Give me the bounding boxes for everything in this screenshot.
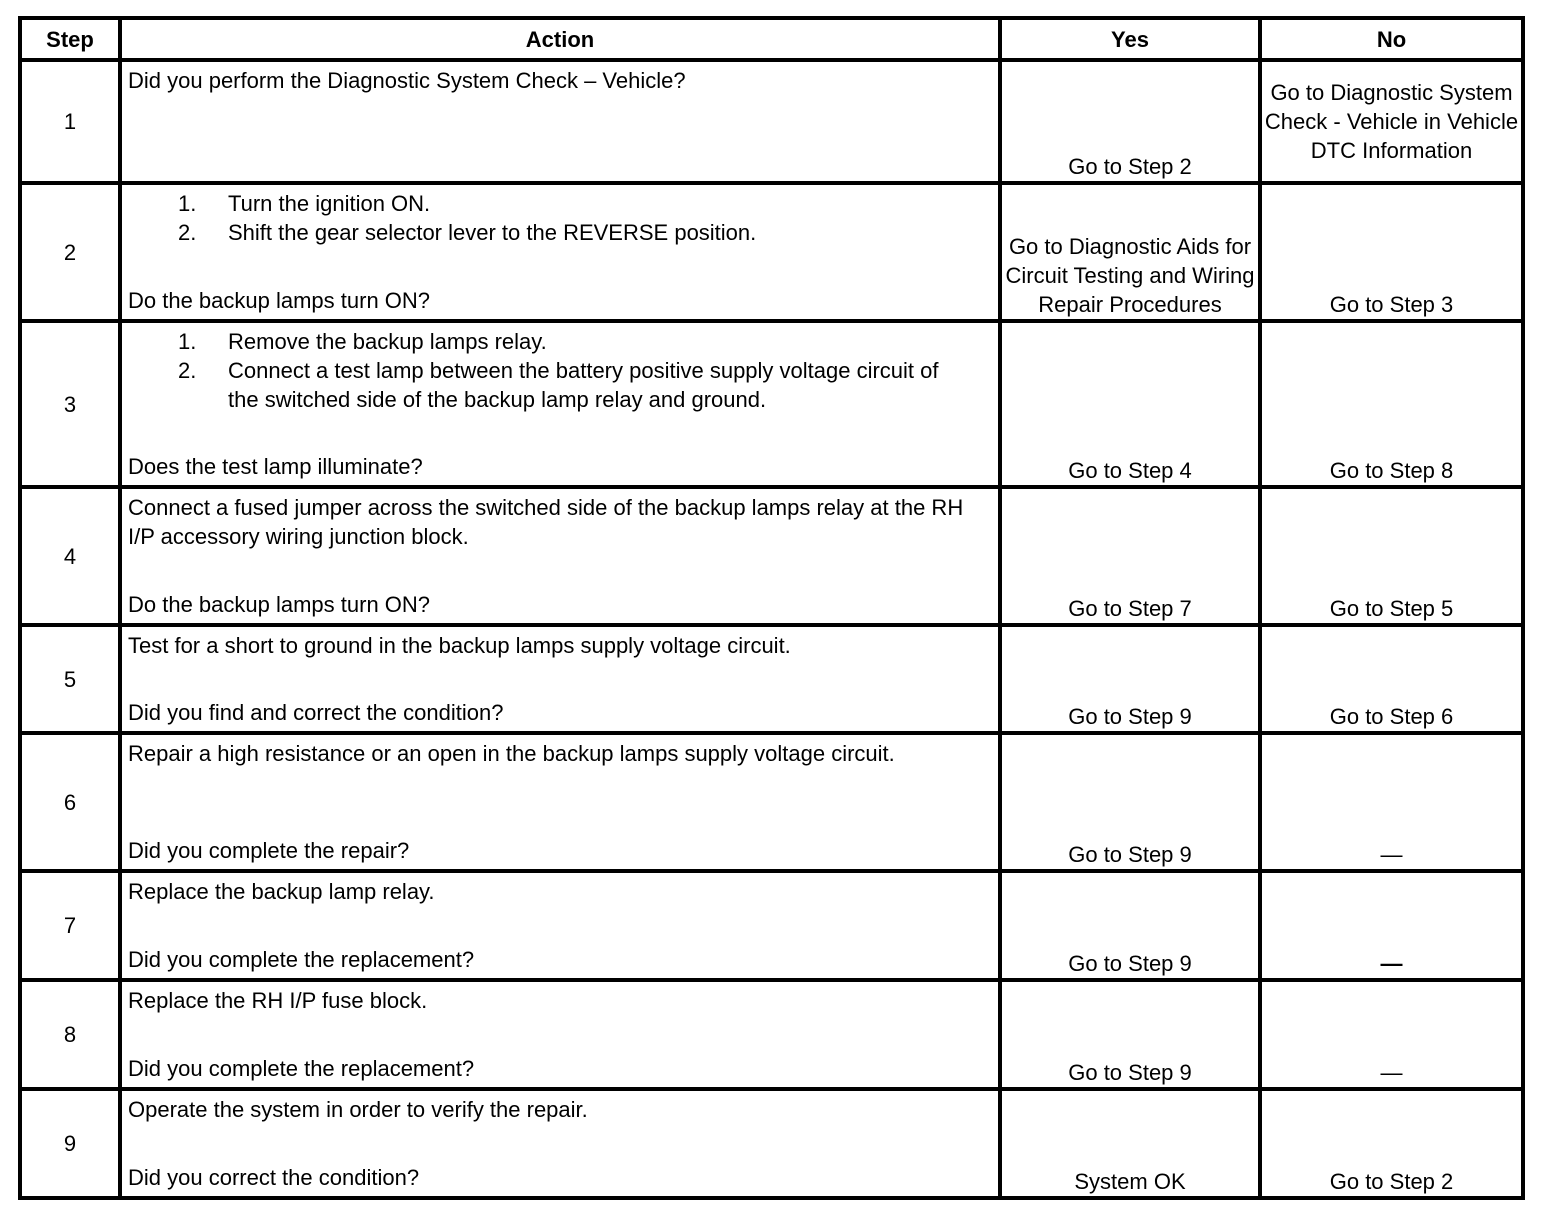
action-question: Did you correct the condition? <box>128 1165 420 1190</box>
substep-item <box>178 327 992 356</box>
table-row <box>20 487 1523 625</box>
table-row <box>20 980 1523 1089</box>
no-cell: — <box>1260 980 1523 1089</box>
yes-cell: Go to Step 9 <box>1000 625 1260 733</box>
no-cell: Go to Step 3 <box>1260 183 1523 321</box>
yes-cell: Go to Step 9 <box>1000 733 1260 871</box>
substep-text: Remove the backup lamps relay. <box>228 329 547 354</box>
step-number: 6 <box>20 733 120 871</box>
table-row <box>20 60 1523 183</box>
yes-cell: Go to Step 7 <box>1000 487 1260 625</box>
no-cell: Go to Diagnostic System Check - Vehicle in Vehicle DTC Information <box>1260 60 1523 183</box>
action-cell <box>120 183 1000 321</box>
yes-cell: Go to Step 4 <box>1000 321 1260 487</box>
table-row <box>20 733 1523 871</box>
substep-text: Shift the gear selector lever to the REVERSE position. <box>228 220 757 245</box>
yes-cell: Go to Diagnostic Aids for Circuit Testing and Wiring Repair Procedures <box>1000 183 1260 321</box>
action-question: Does the test lamp illuminate? <box>128 454 423 479</box>
action-text: Replace the backup lamp relay. <box>128 879 435 904</box>
action-text: Connect a fused jumper across the switched side of the backup lamps relay at the RH I/P accessory wiring junction block. <box>128 495 964 549</box>
substep-number: 2. <box>178 358 197 383</box>
table-row <box>20 183 1523 321</box>
action-cell <box>120 871 1000 980</box>
table-row <box>20 625 1523 733</box>
table-row <box>20 871 1523 980</box>
action-question: Do the backup lamps turn ON? <box>128 288 431 313</box>
step-number: 4 <box>20 487 120 625</box>
no-cell: Go to Step 8 <box>1260 321 1523 487</box>
yes-cell: System OK <box>1000 1089 1260 1198</box>
step-number: 7 <box>20 871 120 980</box>
header-step: Step <box>20 18 120 60</box>
substep-list <box>128 327 992 414</box>
action-text: Replace the RH I/P fuse block. <box>128 988 428 1013</box>
action-cell <box>120 980 1000 1089</box>
substep-text: Connect a test lamp between the battery positive supply voltage circuit of the switched side of the backup lamp relay and ground. <box>228 358 939 412</box>
yes-cell: Go to Step 9 <box>1000 871 1260 980</box>
table-row <box>20 321 1523 487</box>
action-question: Did you complete the replacement? <box>128 947 475 972</box>
no-cell: Go to Step 5 <box>1260 487 1523 625</box>
substep-item <box>178 218 992 247</box>
substep-text: Turn the ignition ON. <box>228 191 431 216</box>
action-text: Operate the system in order to verify the repair. <box>128 1097 588 1122</box>
action-cell <box>120 60 1000 183</box>
action-cell <box>120 625 1000 733</box>
action-text: Repair a high resistance or an open in the backup lamps supply voltage circuit. <box>128 741 895 766</box>
action-cell <box>120 321 1000 487</box>
action-question: Did you complete the replacement? <box>128 1056 475 1081</box>
step-number: 2 <box>20 183 120 321</box>
header-no: No <box>1260 18 1523 60</box>
step-number: 8 <box>20 980 120 1089</box>
step-number: 3 <box>20 321 120 487</box>
substep-number: 1. <box>178 191 197 216</box>
substep-item <box>178 356 992 414</box>
action-question: Did you complete the repair? <box>128 838 410 863</box>
substep-number: 2. <box>178 220 197 245</box>
action-cell <box>120 1089 1000 1198</box>
substep-item <box>178 189 992 218</box>
action-text: Test for a short to ground in the backup lamps supply voltage circuit. <box>128 633 791 658</box>
no-cell: Go to Step 6 <box>1260 625 1523 733</box>
header-action: Action <box>120 18 1000 60</box>
step-number: 1 <box>20 60 120 183</box>
yes-cell: Go to Step 2 <box>1000 60 1260 183</box>
action-cell <box>120 487 1000 625</box>
header-yes: Yes <box>1000 18 1260 60</box>
step-number: 9 <box>20 1089 120 1198</box>
substep-list <box>128 189 992 247</box>
no-cell: Go to Step 2 <box>1260 1089 1523 1198</box>
diagnostic-table <box>18 16 1525 1200</box>
header-row <box>20 18 1523 60</box>
action-question: Do the backup lamps turn ON? <box>128 592 431 617</box>
step-number: 5 <box>20 625 120 733</box>
action-question: Did you find and correct the condition? <box>128 700 504 725</box>
action-text: Did you perform the Diagnostic System Check – Vehicle? <box>128 68 686 93</box>
substep-number: 1. <box>178 329 197 354</box>
no-cell: — <box>1260 733 1523 871</box>
table-row <box>20 1089 1523 1198</box>
action-cell <box>120 733 1000 871</box>
yes-cell: Go to Step 9 <box>1000 980 1260 1089</box>
no-cell: — <box>1260 871 1523 980</box>
